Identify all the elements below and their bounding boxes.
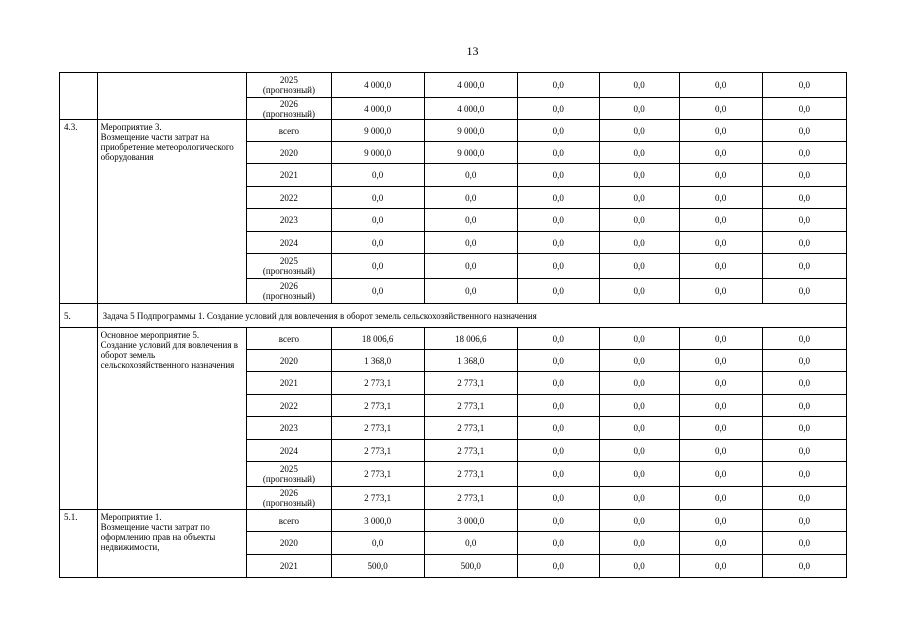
value-cell: 2 773,1: [424, 462, 517, 487]
period-cell: 2025 (прогнозный): [247, 254, 331, 279]
value-cell: 2 773,1: [331, 440, 424, 462]
value-cell: 0,0: [599, 142, 679, 164]
value-cell: 0,0: [762, 209, 846, 232]
value-cell: 0,0: [762, 328, 846, 350]
period-cell: 2026 (прогнозный): [247, 279, 331, 304]
value-cell: 0,0: [679, 372, 762, 395]
value-cell: 0,0: [517, 372, 599, 395]
value-cell: 0,0: [679, 532, 762, 555]
value-cell: 0,0: [517, 487, 599, 510]
value-cell: 0,0: [679, 350, 762, 372]
value-cell: 0,0: [599, 73, 679, 98]
period-cell: 2024: [247, 440, 331, 462]
value-cell: 0,0: [762, 372, 846, 395]
value-cell: 0,0: [517, 209, 599, 232]
value-cell: 0,0: [762, 120, 846, 142]
value-cell: 0,0: [517, 120, 599, 142]
value-cell: 1 368,0: [424, 350, 517, 372]
value-cell: 0,0: [679, 510, 762, 532]
value-cell: 0,0: [331, 279, 424, 304]
period-cell: 2023: [247, 209, 331, 232]
value-cell: 4 000,0: [331, 98, 424, 120]
period-cell: 2021: [247, 555, 331, 578]
value-cell: 0,0: [599, 555, 679, 578]
value-cell: 0,0: [599, 164, 679, 187]
value-cell: 0,0: [599, 98, 679, 120]
value-cell: 0,0: [331, 232, 424, 254]
value-cell: 0,0: [679, 395, 762, 417]
period-cell: 2022: [247, 187, 331, 209]
value-cell: 0,0: [679, 279, 762, 304]
table-row: [60, 328, 847, 350]
row-number: [60, 73, 98, 120]
period-cell: 2026 (прогнозный): [247, 98, 331, 120]
value-cell: 9 000,0: [331, 142, 424, 164]
period-cell: 2020: [247, 532, 331, 555]
value-cell: 0,0: [762, 395, 846, 417]
activity-name: Основное мероприятие 5. Создание условий для вовлечения в оборот земель сельскохозяйственного назначения: [97, 328, 247, 510]
value-cell: 0,0: [679, 440, 762, 462]
value-cell: 0,0: [679, 209, 762, 232]
period-cell: 2025 (прогнозный): [247, 462, 331, 487]
value-cell: 2 773,1: [424, 487, 517, 510]
value-cell: 9 000,0: [424, 120, 517, 142]
value-cell: 0,0: [679, 187, 762, 209]
value-cell: 0,0: [599, 510, 679, 532]
value-cell: 0,0: [599, 372, 679, 395]
value-cell: 0,0: [762, 350, 846, 372]
value-cell: 0,0: [331, 187, 424, 209]
value-cell: 0,0: [762, 98, 846, 120]
table-row: [60, 510, 847, 532]
value-cell: 0,0: [762, 462, 846, 487]
value-cell: 0,0: [331, 164, 424, 187]
period-cell: 2026 (прогнозный): [247, 487, 331, 510]
value-cell: 0,0: [599, 279, 679, 304]
value-cell: 4 000,0: [424, 98, 517, 120]
period-cell: 2022: [247, 395, 331, 417]
value-cell: 0,0: [517, 440, 599, 462]
value-cell: 0,0: [762, 555, 846, 578]
value-cell: 0,0: [599, 395, 679, 417]
value-cell: 0,0: [599, 532, 679, 555]
value-cell: 0,0: [679, 73, 762, 98]
value-cell: 0,0: [762, 440, 846, 462]
value-cell: 9 000,0: [331, 120, 424, 142]
value-cell: 0,0: [599, 187, 679, 209]
task-number: 5.: [60, 304, 98, 328]
period-cell: 2020: [247, 142, 331, 164]
value-cell: 0,0: [762, 232, 846, 254]
row-number: 5.1.: [60, 510, 98, 578]
value-cell: 0,0: [424, 187, 517, 209]
value-cell: 4 000,0: [331, 73, 424, 98]
value-cell: 0,0: [679, 164, 762, 187]
value-cell: 0,0: [517, 279, 599, 304]
value-cell: 0,0: [517, 232, 599, 254]
value-cell: 0,0: [331, 209, 424, 232]
value-cell: 0,0: [762, 532, 846, 555]
value-cell: 0,0: [599, 350, 679, 372]
value-cell: 0,0: [517, 73, 599, 98]
value-cell: 0,0: [517, 555, 599, 578]
value-cell: 2 773,1: [331, 395, 424, 417]
period-cell: всего: [247, 328, 331, 350]
value-cell: 0,0: [679, 142, 762, 164]
value-cell: 0,0: [762, 187, 846, 209]
value-cell: 0,0: [517, 142, 599, 164]
value-cell: 3 000,0: [331, 510, 424, 532]
value-cell: 0,0: [679, 120, 762, 142]
row-number: [60, 328, 98, 510]
period-cell: 2021: [247, 372, 331, 395]
value-cell: 0,0: [679, 232, 762, 254]
value-cell: 0,0: [424, 532, 517, 555]
value-cell: 0,0: [517, 350, 599, 372]
value-cell: 0,0: [762, 417, 846, 440]
value-cell: 0,0: [599, 232, 679, 254]
value-cell: 0,0: [331, 532, 424, 555]
period-cell: 2020: [247, 350, 331, 372]
budget-table: [59, 72, 847, 578]
value-cell: 9 000,0: [424, 142, 517, 164]
value-cell: 1 368,0: [331, 350, 424, 372]
value-cell: 0,0: [599, 328, 679, 350]
table-row: [60, 120, 847, 142]
value-cell: 0,0: [762, 487, 846, 510]
value-cell: 0,0: [517, 187, 599, 209]
task-title: Задача 5 Подпрограммы 1. Создание условий для вовлечения в оборот земель сельскохозяйственного назначения: [97, 304, 846, 328]
activity-name: Мероприятие 3. Возмещение части затрат на приобретение метеорологического оборудования: [97, 120, 247, 304]
row-number: 4.3.: [60, 120, 98, 304]
value-cell: 0,0: [679, 98, 762, 120]
value-cell: 2 773,1: [331, 372, 424, 395]
period-cell: всего: [247, 120, 331, 142]
value-cell: 0,0: [679, 328, 762, 350]
value-cell: 0,0: [517, 98, 599, 120]
value-cell: 0,0: [517, 164, 599, 187]
period-cell: 2023: [247, 417, 331, 440]
value-cell: 0,0: [517, 328, 599, 350]
activity-name: [97, 73, 247, 120]
value-cell: 2 773,1: [331, 487, 424, 510]
value-cell: 0,0: [679, 487, 762, 510]
value-cell: 3 000,0: [424, 510, 517, 532]
page-number: 13: [466, 44, 479, 58]
period-cell: 2021: [247, 164, 331, 187]
value-cell: 18 006,6: [424, 328, 517, 350]
activity-name: Мероприятие 1. Возмещение части затрат по оформлению прав на объекты недвижимости,: [97, 510, 247, 578]
table-row: [60, 73, 847, 98]
value-cell: 0,0: [762, 279, 846, 304]
period-cell: 2024: [247, 232, 331, 254]
value-cell: 0,0: [599, 462, 679, 487]
value-cell: 0,0: [424, 232, 517, 254]
value-cell: 0,0: [679, 555, 762, 578]
value-cell: 0,0: [424, 209, 517, 232]
value-cell: 0,0: [517, 417, 599, 440]
value-cell: 0,0: [599, 254, 679, 279]
value-cell: 0,0: [679, 462, 762, 487]
value-cell: 0,0: [762, 254, 846, 279]
value-cell: 0,0: [762, 164, 846, 187]
value-cell: 0,0: [517, 462, 599, 487]
value-cell: 18 006,6: [331, 328, 424, 350]
value-cell: 2 773,1: [424, 372, 517, 395]
value-cell: 0,0: [679, 417, 762, 440]
value-cell: 0,0: [331, 254, 424, 279]
value-cell: 0,0: [762, 510, 846, 532]
value-cell: 0,0: [424, 164, 517, 187]
value-cell: 2 773,1: [331, 417, 424, 440]
value-cell: 0,0: [424, 254, 517, 279]
value-cell: 2 773,1: [331, 462, 424, 487]
value-cell: 2 773,1: [424, 395, 517, 417]
value-cell: 0,0: [599, 440, 679, 462]
value-cell: 0,0: [517, 510, 599, 532]
value-cell: 4 000,0: [424, 73, 517, 98]
value-cell: 2 773,1: [424, 440, 517, 462]
value-cell: 0,0: [599, 209, 679, 232]
task-row: [60, 304, 847, 328]
value-cell: 0,0: [762, 73, 846, 98]
value-cell: 0,0: [762, 142, 846, 164]
value-cell: 0,0: [599, 417, 679, 440]
value-cell: 0,0: [517, 254, 599, 279]
value-cell: 0,0: [517, 532, 599, 555]
period-cell: 2025 (прогнозный): [247, 73, 331, 98]
value-cell: 0,0: [599, 487, 679, 510]
period-cell: всего: [247, 510, 331, 532]
value-cell: 0,0: [599, 120, 679, 142]
value-cell: 0,0: [679, 254, 762, 279]
value-cell: 500,0: [331, 555, 424, 578]
value-cell: 2 773,1: [424, 417, 517, 440]
value-cell: 500,0: [424, 555, 517, 578]
value-cell: 0,0: [517, 395, 599, 417]
value-cell: 0,0: [424, 279, 517, 304]
